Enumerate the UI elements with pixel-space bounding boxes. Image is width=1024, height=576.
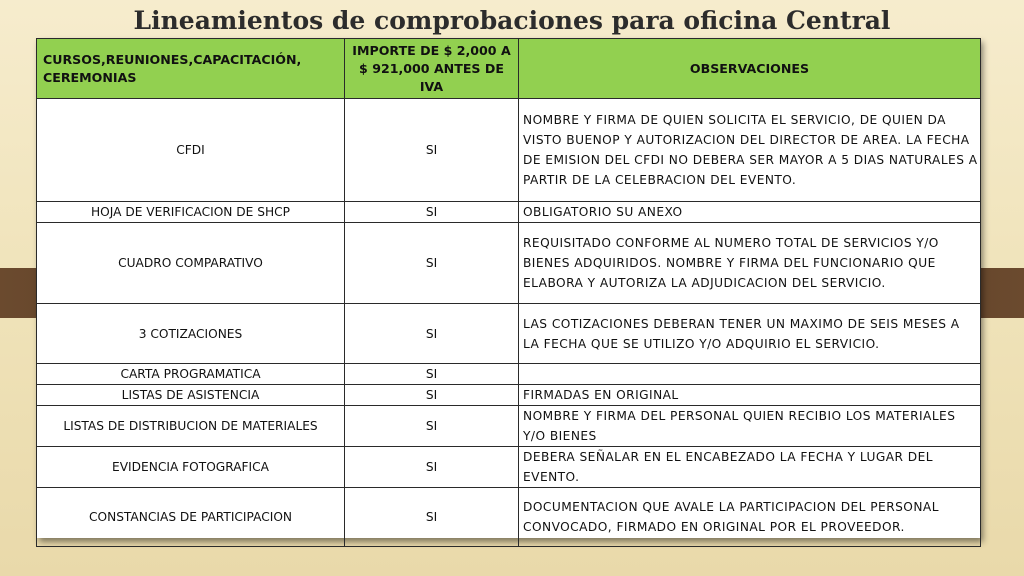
requirements-table-frame xyxy=(36,38,980,538)
row-observations: FIRMADAS EN ORIGINAL xyxy=(519,385,981,406)
row-observations: NOMBRE Y FIRMA DEL PERSONAL QUIEN RECIBIO LOS MATERIALES Y/O BIENES xyxy=(519,406,981,447)
row-observations: REQUISITADO CONFORME AL NUMERO TOTAL DE SERVICIOS Y/O BIENES ADQUIRIDOS. NOMBRE Y FIRMA DEL FUNCIONARIO QUE ELABORA Y AUTORIZA LA ADJUDICACION DEL SERVICIO. xyxy=(519,223,981,304)
requirements-table xyxy=(36,38,981,547)
row-concept: CUADRO COMPARATIVO xyxy=(37,223,345,304)
row-required: SI xyxy=(345,202,519,223)
table-row xyxy=(37,304,981,364)
row-concept: CONSTANCIAS DE PARTICIPACION xyxy=(37,488,345,547)
row-required: SI xyxy=(345,385,519,406)
slide-title: Lineamientos de comprobaciones para oficina Central xyxy=(133,6,891,35)
row-concept: CARTA PROGRAMATICA xyxy=(37,364,345,385)
row-concept: LISTAS DE ASISTENCIA xyxy=(37,385,345,406)
row-required: SI xyxy=(345,447,519,488)
header-observations: OBSERVACIONES xyxy=(519,39,981,99)
table-header-row xyxy=(37,39,981,99)
table-row xyxy=(37,385,981,406)
row-required: SI xyxy=(345,364,519,385)
row-observations: LAS COTIZACIONES DEBERAN TENER UN MAXIMO DE SEIS MESES A LA FECHA QUE SE UTILIZO Y/O ADQUIRIO EL SERVICIO. xyxy=(519,304,981,364)
table-row xyxy=(37,202,981,223)
row-concept: HOJA DE VERIFICACION DE SHCP xyxy=(37,202,345,223)
header-concept: CURSOS,REUNIONES,CAPACITACIÓN, CEREMONIAS xyxy=(37,39,345,99)
row-concept: 3 COTIZACIONES xyxy=(37,304,345,364)
table-row xyxy=(37,406,981,447)
row-observations: DEBERA SEÑALAR EN EL ENCABEZADO LA FECHA Y LUGAR DEL EVENTO. xyxy=(519,447,981,488)
row-concept: LISTAS DE DISTRIBUCION DE MATERIALES xyxy=(37,406,345,447)
row-required: SI xyxy=(345,99,519,202)
row-observations: NOMBRE Y FIRMA DE QUIEN SOLICITA EL SERVICIO, DE QUIEN DA VISTO BUENOP Y AUTORIZACION DEL DIRECTOR DE AREA. LA FECHA DE EMISION DEL CFDI NO DEBERA SER MAYOR A 5 DIAS NATURALES A PARTIR DE LA CELEBRACION DEL EVENTO. xyxy=(519,99,981,202)
row-observations xyxy=(519,364,981,385)
row-required: SI xyxy=(345,304,519,364)
row-concept: CFDI xyxy=(37,99,345,202)
header-amount: IMPORTE DE $ 2,000 A $ 921,000 ANTES DE IVA xyxy=(345,39,519,99)
table-row xyxy=(37,364,981,385)
row-concept: EVIDENCIA FOTOGRAFICA xyxy=(37,447,345,488)
row-observations: OBLIGATORIO SU ANEXO xyxy=(519,202,981,223)
row-required: SI xyxy=(345,406,519,447)
table-row xyxy=(37,99,981,202)
row-observations: DOCUMENTACION QUE AVALE LA PARTICIPACION DEL PERSONAL CONVOCADO, FIRMADO EN ORIGINAL POR EL PROVEEDOR. xyxy=(519,488,981,547)
row-required: SI xyxy=(345,223,519,304)
table-row xyxy=(37,447,981,488)
table-row xyxy=(37,488,981,547)
table-row xyxy=(37,223,981,304)
row-required: SI xyxy=(345,488,519,547)
